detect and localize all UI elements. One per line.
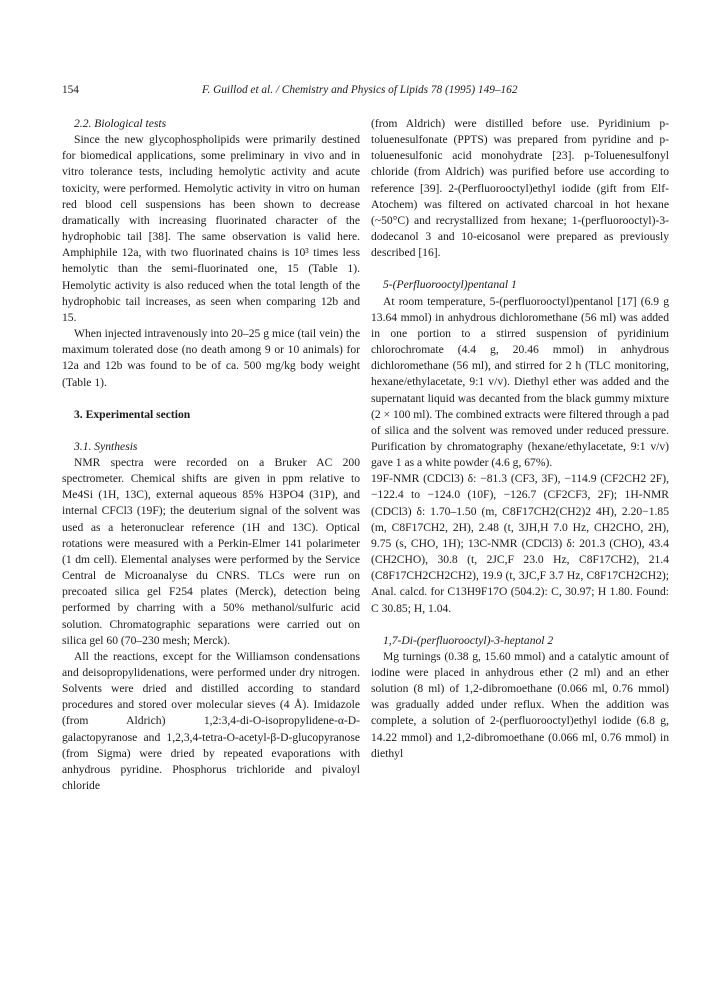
section-heading-biological-tests: 2.2. Biological tests <box>74 117 167 130</box>
paragraph-synthesis-1: NMR spectra were recorded on a Bruker AC 200 spectrometer. Chemical shifts are given in ppm relative to Me4Si (1H, 13C), external aqueous 85% H3PO4 (31P), and internal CFCl3 (19F); the deuterium signal of the solvent was used as a heteronuclear reference (1H and 13C). Optical rotations were measured with a Perkin-Elmer 141 polarimeter (1 dm cell). Elemental analyses were performed by the Service Central de Microanalyse du CNRS. TLCs were run on precoated silica gel F254 plates (Merck), detection being performed by charring with a 50% methanol/sulfuric acid solution. Chromatographic separations were carried out on silica gel 60 (70–230 mesh; Merck). <box>62 455 360 647</box>
paragraph-biological-1: Since the new glycophospholipids were primarily destined for biomedical applications, some preliminary in vivo and in vitro tolerance tests, including hemolytic activity and acute toxicity, were performed. Hemolytic activity in vitro on human red blood cell suspensions has been shown to decrease dramatically with increasing fluorinated character of the hydrophobic tail [38]. The same observation is valid here. Amphiphile 12a, with two fluorinated chains is 10³ times less hemolytic than the semi-fluorinated one, 15 (Table 1). Hemolytic activity is also reduced when the total length of the hydrophobic tail increases, as seen when comparing 12b and 15. <box>62 133 360 324</box>
page-number: 154 <box>62 84 79 96</box>
paragraph-reagents-continued: (from Aldrich) were distilled before use. Pyridinium p-toluenesulfonate (PPTS) was prepared from pyridine and p-toluenesulfonic acid monohydrate [23]. p-Toluenesulfonyl chloride (from Aldrich) was purified before use according to reference [39]. 2-(Perfluorooctyl)ethyl iodide (gift from Elf-Atochem) was filtered on activated charcoal in hot hexane (~50°C) and recrystallized from hexane; 1-(perfluorooctyl)-3-dodecanol 3 and 10-eicosanol were prepared as previously described [16]. <box>371 117 669 260</box>
running-title: F. Guillod et al. / Chemistry and Physics of Lipids 78 (1995) 149–162 <box>202 84 518 96</box>
section-heading-synthesis: 3.1. Synthesis <box>74 439 138 453</box>
paragraph-synthesis-2: All the reactions, except for the Williamson condensations and deisopropylidenations, were performed under dry nitrogen. Solvents were dried and distilled according to standard procedures and stored over molecular sieves (4 Å). Imidazole (from Aldrich) 1,2:3,4-di-O-isopropylidene-α-D-galactopyranose and 1,2,3,4-tetra-O-acetyl-β-D-glucopyranose (from Sigma) were dried by repeated evaporations with anhydrous pyridine. Phosphorus trichloride and pivaloyl chloride <box>62 649 360 793</box>
compound-heading-2: 1,7-Di-(perfluorooctyl)-3-heptanol 2 <box>383 633 554 647</box>
page-header <box>62 84 666 100</box>
paragraph-compound-1: At room temperature, 5-(perfluorooctyl)pentanol [17] (6.9 g 13.64 mmol) in anhydrous dichloromethane (56 ml) was added in one portion to a stirred suspension of pyridinium chlorochromate (4.4 g, 20.46 mmol) in anhydrous dichloromethane (56 ml), and stirred for 2 h (TLC monitoring, hexane/ethylacetate, 9:1 v/v). Diethyl ether was added and the supernatant liquid was decanted from the black gummy mixture (2 × 100 ml). The combined extracts were filtered through a pad of silica and the solvent was removed under reduced pressure. Purification by chromatography (hexane/ethylacetate, 9:1 v/v) gave 1 as a white powder (4.6 g, 67%). <box>371 294 670 470</box>
left-column <box>62 116 360 794</box>
section-heading-experimental: 3. Experimental section <box>74 407 191 421</box>
paragraph-biological-2: When injected intravenously into 20–25 g mice (tail vein) the maximum tolerated dose (no death among 9 or 10 animals) for 12a and 12b was found to be of ca. 500 mg/kg body weight (Table 1). <box>62 327 360 389</box>
right-column <box>371 116 669 762</box>
compound-heading-1: 5-(Perfluorooctyl)pentanal 1 <box>383 278 517 292</box>
paragraph-compound-2: Mg turnings (0.38 g, 15.60 mmol) and a catalytic amount of iodine were placed in anhydrous ether (2 ml) and an ether solution (8 ml) of 1,2-dibromoethane (0.066 ml, 0.76 mmol) was gradually added under reflux. When the addition was complete, a solution of 2-(perfluorooctyl)ethyl iodide (6.8 g, 14.22 mmol) and 1,2-dibromoethane (0.066 ml, 0.76 mmol) in diethyl <box>371 649 669 760</box>
paragraph-nmr-data-1: 19F-NMR (CDCl3) δ: −81.3 (CF3, 3F), −114.9 (CF2CH2 2F), −122.4 to −124.0 (10F), −126.7 (CF2CF3, 2F); 1H-NMR (CDCl3) δ: 1.70–1.50 (m, C8F17CH2(CH2)2 4H), 2.20−1.85 (m, C8F17CH2, 2H), 2.48 (t, 3JH,H 7.0 Hz, CH2CHO, 2H), 9.75 (s, CHO, 1H); 13C-NMR (CDCl3) δ: 201.3 (CHO), 43.4 (CH2CHO), 30.8 (t, 2JC,F 23.0 Hz, C8F17CH2), 21.4 (C8F17CH2CH2CH2), 19.9 (t, 3JC,F 3.7 Hz, C8F17CH2CH2); Anal. calcd. for C13H9F17O (504.2): C, 30.97; H 1.80. Found: C 30.85; H, 1.04. <box>371 472 669 615</box>
